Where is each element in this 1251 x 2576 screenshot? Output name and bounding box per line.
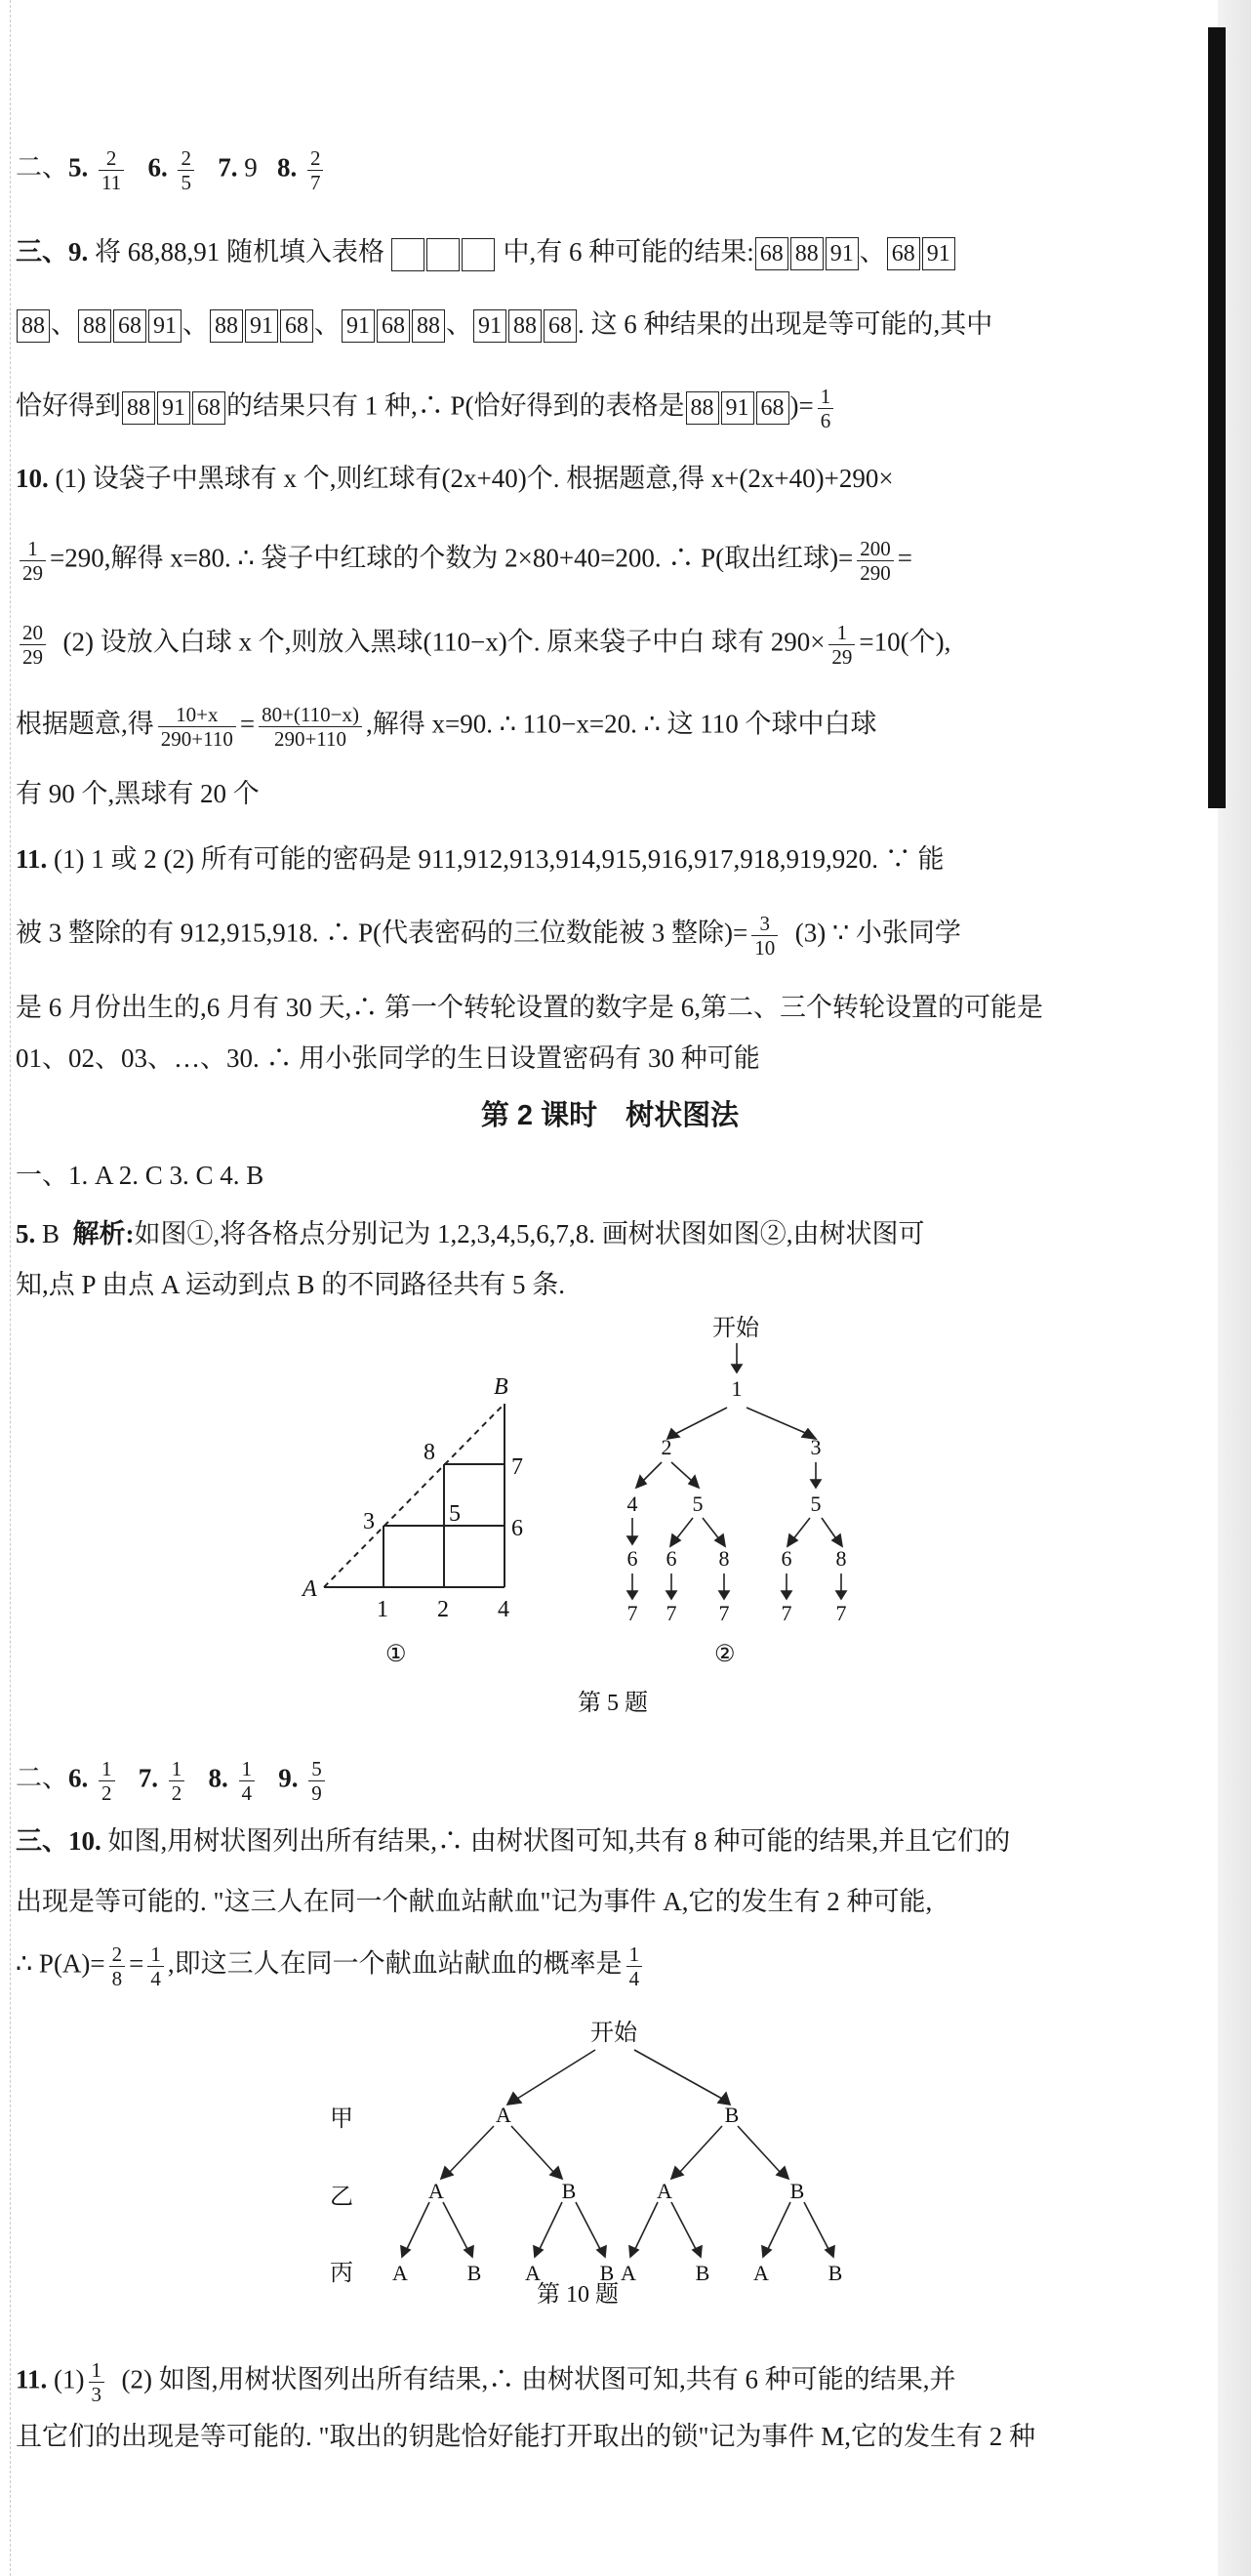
q9-line3: 恰好得到 88 91 68 的结果只有 1 种,∴ P(恰好得到的表格是 88 91 68 )= $\frac{1}{6}$	[16, 385, 1138, 432]
point-4: 4	[498, 1597, 509, 1622]
tree10-node: B	[789, 2179, 805, 2203]
point-1: 1	[377, 1597, 388, 1622]
fraction: $\frac{2}{8}$	[109, 1942, 126, 1990]
tree10-node: A	[525, 2261, 541, 2285]
point-6: 6	[511, 1516, 523, 1541]
fraction: $\frac{1}{4}$	[147, 1942, 164, 1990]
tree-node: 7	[718, 1601, 730, 1625]
empty-cell	[391, 238, 424, 271]
subfig-2-label: ②	[714, 1642, 736, 1667]
subfig-1-label: ①	[385, 1642, 407, 1667]
empty-cell	[462, 238, 495, 271]
figure-10-caption: 第 10 题	[537, 2282, 619, 2304]
fraction: $\frac{1}{3}$	[89, 2358, 105, 2406]
q10-line4: 根据题意,得 $\frac{10+x}{290+110}$ = $\frac{80+(110-x)}{290+110}$ ,解得 x=90. ∴ 110−x=20. ∴ 这 110 个球中白球	[16, 703, 877, 751]
margin-guide	[10, 0, 11, 2576]
fraction: $\frac{1}{29}$	[20, 537, 46, 585]
tree-node: 5	[692, 1492, 704, 1516]
binding-edge	[1208, 27, 1226, 808]
tree10-node: B	[695, 2261, 710, 2285]
q10-line2: $\frac{1}{29}$ =290,解得 x=80. ∴ 袋子中红球的个数为 2×80+40=200. ∴ P(取出红球)= $\frac{200}{290}$ =	[16, 537, 1138, 585]
tree-node: 2	[661, 1435, 672, 1459]
section2b-answers: 二、6. $\frac{1}{2}$ 7. $\frac{1}{2}$ 8. $\frac{1}{4}$ 9. $\frac{5}{9}$	[16, 1757, 1138, 1805]
tree-start: 开始	[712, 1316, 759, 1341]
tree10-node: B	[827, 2261, 843, 2285]
section1-answers: 一、1. A 2. C 3. C 4. B	[16, 1161, 264, 1190]
tree10-node: A	[392, 2261, 408, 2285]
tree-node: 7	[835, 1601, 847, 1625]
q11-line3: 是 6 月份出生的,6 月有 30 天,∴ 第一个转轮设置的数字是 6,第二、三个转轮设置的可能是	[16, 993, 1043, 1022]
empty-cell	[426, 238, 460, 271]
fraction: $\frac{1}{4}$	[239, 1757, 256, 1805]
grid-figure	[324, 1404, 504, 1587]
tree-node: 7	[626, 1601, 638, 1625]
tree-node: 7	[666, 1601, 677, 1625]
point-8: 8	[424, 1440, 435, 1465]
q10-line5: 有 90 个,黑球有 20 个	[16, 779, 260, 808]
fraction: $\frac{2}{7}$	[307, 146, 324, 194]
tree10-node: B	[599, 2261, 615, 2285]
q10-line3: $\frac{20}{29}$ (2) 设放入白球 x 个,则放入黑球(110−x)个. 原来袋子中白 球有 290× $\frac{1}{29}$ =10(个),	[16, 621, 1138, 669]
q11-line4: 01、02、03、…、30. ∴ 用小张同学的生日设置密码有 30 种可能	[16, 1043, 760, 1073]
figure-5-caption: 第 5 题	[578, 1691, 648, 1716]
q9-line1: 三、9. 将 68,88,91 随机填入表格 中,有 6 种可能的结果: 68 88 91 、 68 91	[16, 234, 1138, 271]
point-5: 5	[449, 1501, 461, 1527]
tree-node: 8	[835, 1546, 847, 1571]
tree-node: 1	[731, 1376, 743, 1401]
point-3: 3	[363, 1509, 375, 1534]
q11-line2: 被 3 整除的有 912,915,918. ∴ P(代表密码的三位数能被 3 整除)= $\frac{3}{10}$ (3) ∵ 小张同学	[16, 912, 961, 960]
fraction: $\frac{2}{5}$	[178, 146, 194, 194]
tree10-node: A	[496, 2103, 511, 2127]
q5-line1: 5. B 解析:如图①,将各格点分别记为 1,2,3,4,5,6,7,8. 画树状图如图②,由树状图可	[16, 1219, 925, 1248]
fraction: $\frac{80+(110-x)}{290+110}$	[259, 703, 362, 751]
fraction: $\frac{1}{4}$	[626, 1942, 643, 1990]
q11b-line2: 且它们的出现是等可能的. "取出的钥匙恰好能打开取出的锁"记为事件 M,它的发生有 2 种	[16, 2422, 1036, 2451]
tree-node: 8	[718, 1546, 730, 1571]
point-B: B	[494, 1374, 508, 1400]
point-7: 7	[511, 1454, 523, 1480]
q11b-line1: 11. (1) $\frac{1}{3}$ (2) 如图,用树状图列出所有结果,∴ 由树状图可知,共有 6 种可能的结果,并	[16, 2358, 956, 2406]
tree10-node: B	[466, 2261, 482, 2285]
q10-line1: 10. (1) 设袋子中黑球有 x 个,则红球有(2x+40)个. 根据题意,得 x+(2x+40)+290×	[16, 464, 894, 493]
point-2: 2	[437, 1597, 449, 1622]
fraction: $\frac{1}{6}$	[818, 385, 834, 432]
tree-node: 4	[626, 1492, 638, 1516]
fraction: $\frac{200}{290}$	[857, 537, 894, 585]
tree-node: 5	[810, 1492, 822, 1516]
figure-5	[293, 1308, 898, 1718]
fraction: $\frac{10+x}{290+110}$	[158, 703, 236, 751]
row-label-yi: 乙	[330, 2185, 353, 2210]
fraction: $\frac{1}{2}$	[99, 1757, 115, 1805]
tree-node: 6	[781, 1546, 792, 1571]
tree-node: 3	[810, 1435, 822, 1459]
tree10-node: B	[561, 2179, 577, 2203]
q5-line2: 知,点 P 由点 A 运动到点 B 的不同路径共有 5 条.	[16, 1270, 566, 1299]
tree-node: 6	[666, 1546, 677, 1571]
tree10-branches	[401, 2050, 834, 2257]
tree10-node: B	[724, 2103, 740, 2127]
q9-line2: 88 、 88 68 91 、 88 91 68 、 91 68 88 、 91 88 68 . 这 6 种结果的出现是等可能的,其中	[16, 307, 1138, 343]
fraction: $\frac{2}{11}$	[99, 146, 124, 194]
q10b-line2: 出现是等可能的. "这三人在同一个献血站献血"记为事件 A,它的发生有 2 种可能,	[16, 1887, 933, 1916]
section-title: 第 2 课时 树状图法	[480, 1100, 740, 1131]
tree-node: 6	[626, 1546, 638, 1571]
fraction: $\frac{1}{2}$	[169, 1757, 185, 1805]
fraction: $\frac{20}{29}$	[20, 621, 46, 669]
section2-answers: 二、5. $\frac{2}{11}$ 6. $\frac{2}{5}$ 7. 9 8. $\frac{2}{7}$	[16, 146, 1138, 194]
tree10-start: 开始	[590, 2021, 637, 2046]
tree10-node: A	[753, 2261, 769, 2285]
tree10-node: A	[657, 2179, 672, 2203]
fraction: $\frac{1}{29}$	[828, 621, 855, 669]
fraction: $\frac{5}{9}$	[308, 1757, 325, 1805]
row-label-bing: 丙	[330, 2261, 353, 2286]
tree10-node: A	[621, 2261, 636, 2285]
q11-line1: 11. (1) 1 或 2 (2) 所有可能的密码是 911,912,913,914,915,916,917,918,919,920. ∵ 能	[16, 844, 945, 874]
q10b-line1: 三、10. 如图,用树状图列出所有结果,∴ 由树状图可知,共有 8 种可能的结果,并且它们的	[16, 1826, 1011, 1856]
row-label-jia: 甲	[330, 2106, 353, 2132]
fraction: $\frac{3}{10}$	[751, 912, 778, 960]
figure-10	[312, 2011, 898, 2304]
tree-node: 7	[781, 1601, 792, 1625]
point-A: A	[303, 1576, 317, 1602]
q10b-line3: ∴ P(A)= $\frac{2}{8}$ = $\frac{1}{4}$ ,即这三人在同一个献血站献血的概率是 $\frac{1}{4}$	[16, 1942, 1138, 1990]
tree10-node: A	[428, 2179, 444, 2203]
